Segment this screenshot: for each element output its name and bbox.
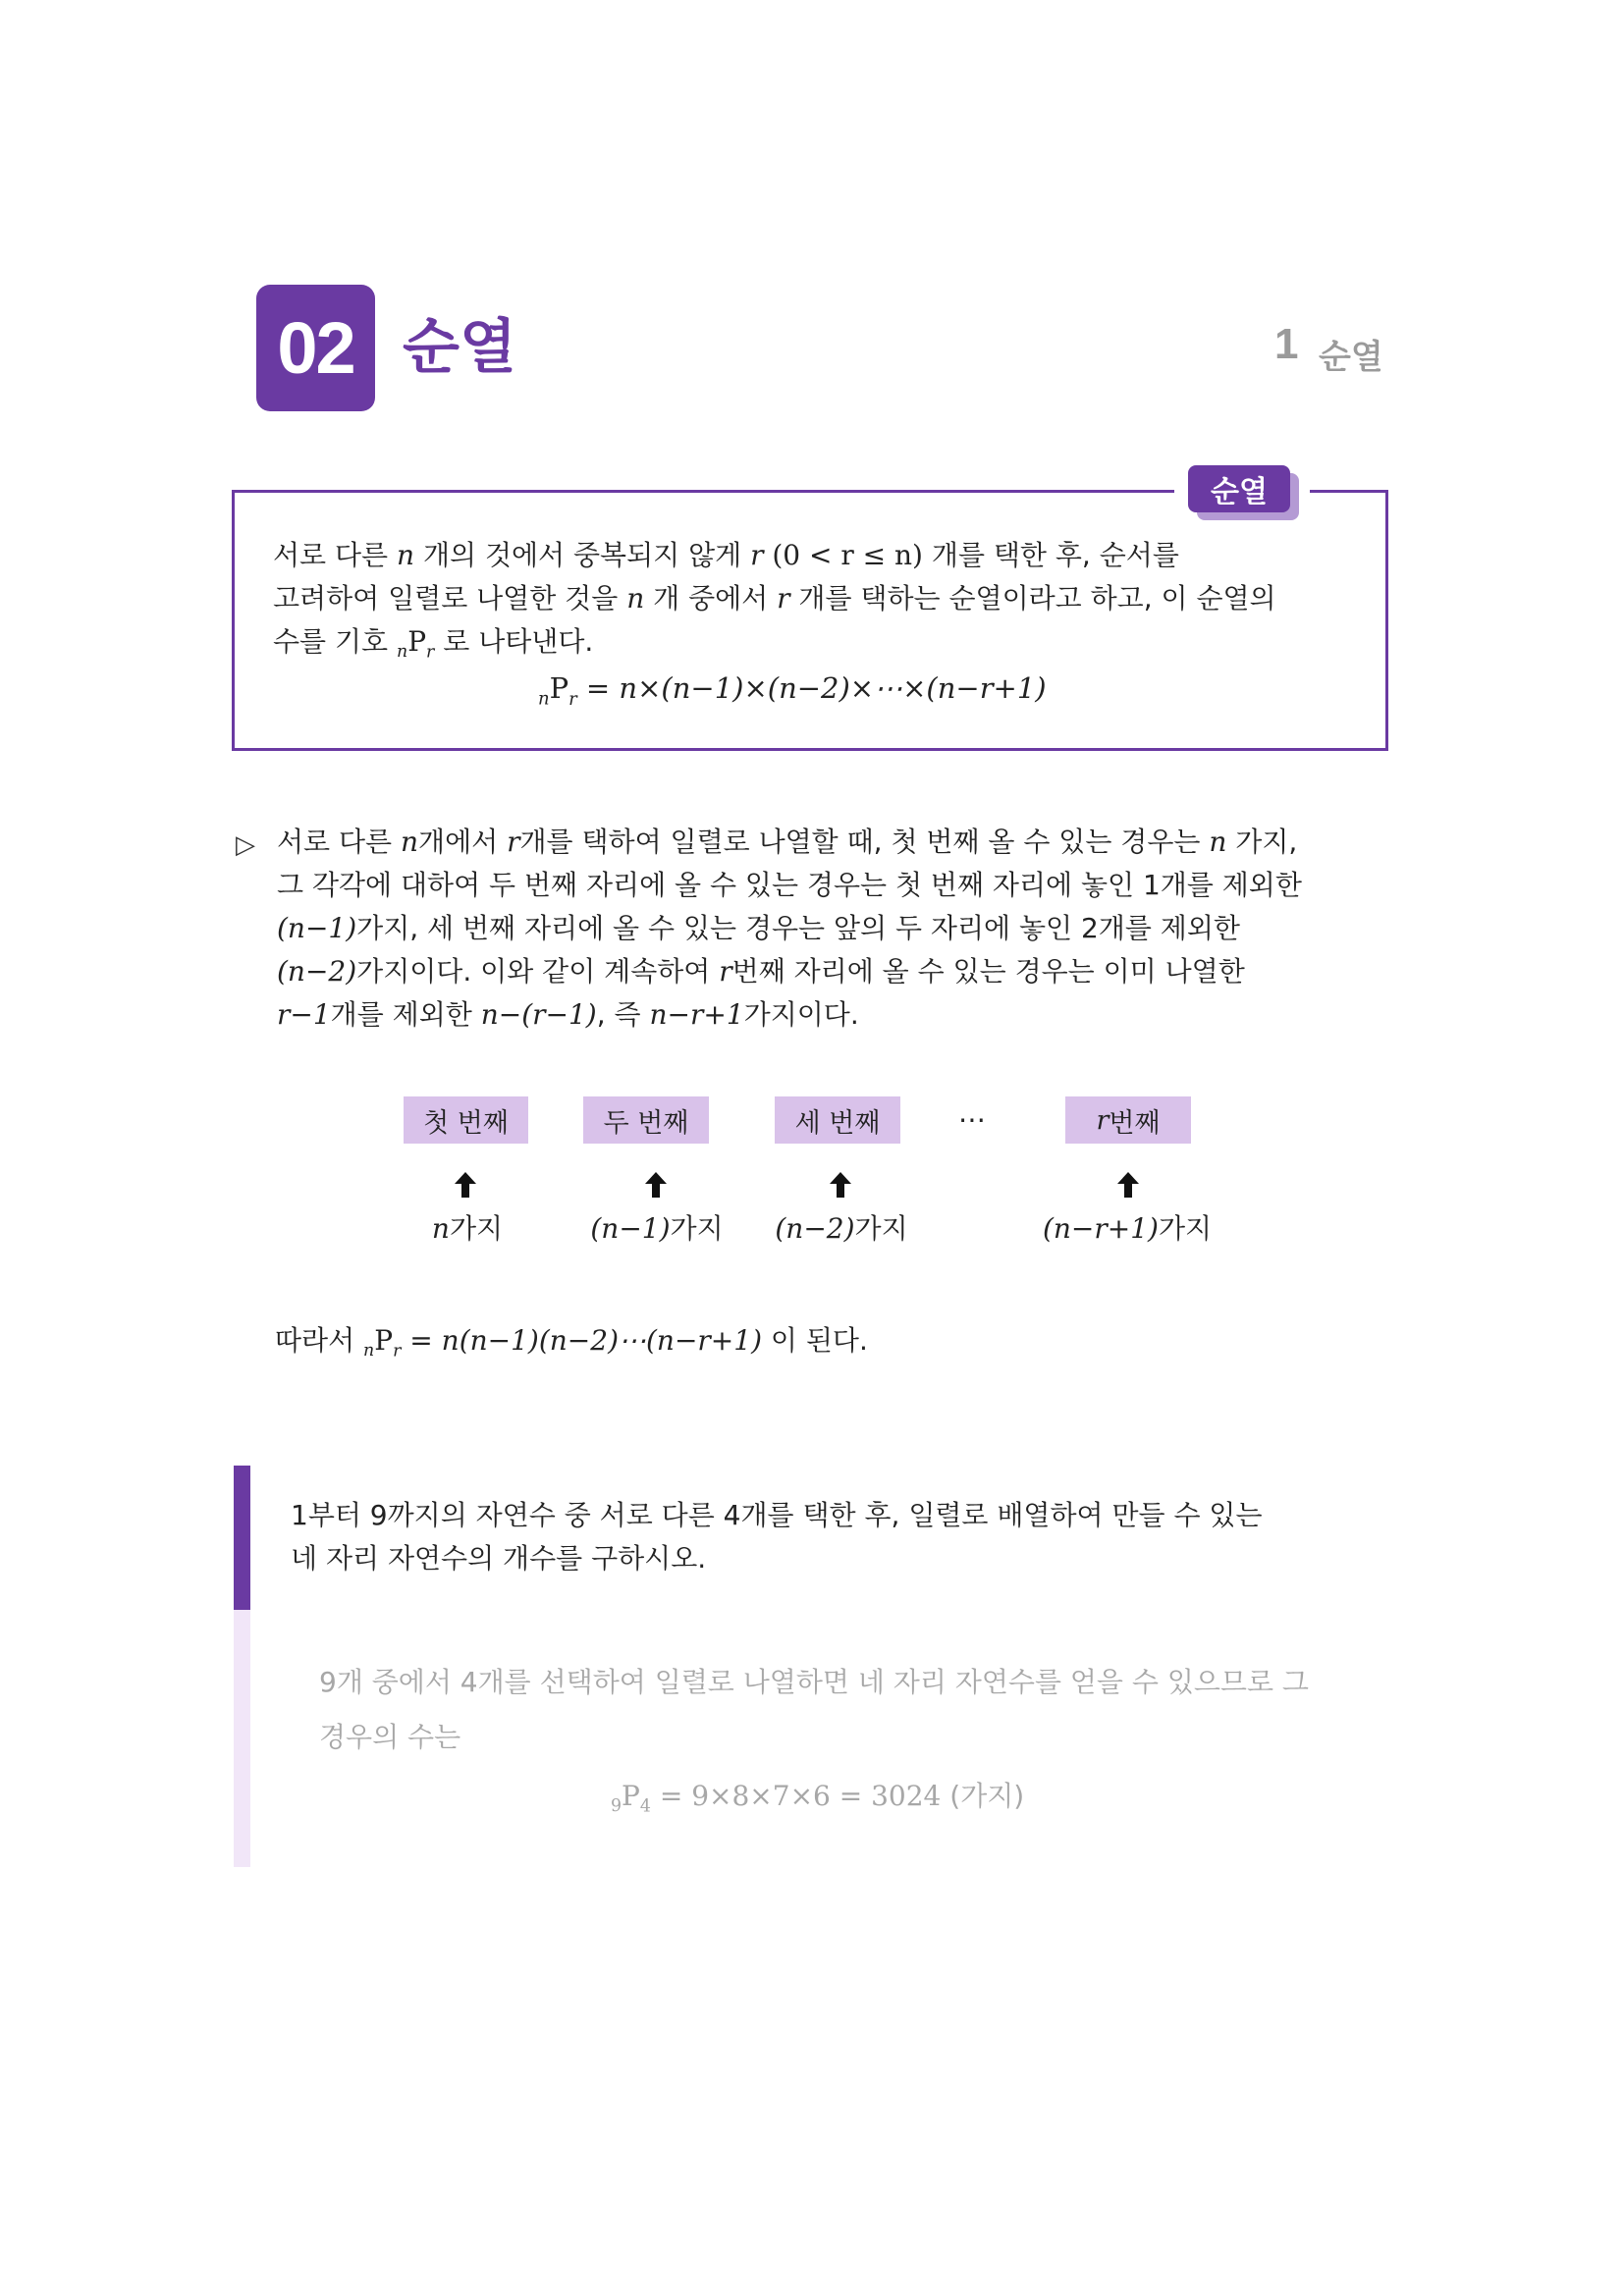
- example-problem-line-2: 네 자리 자연수의 개수를 구하시오.: [291, 1542, 707, 1575]
- chapter-number-badge: 02: [256, 285, 375, 411]
- solution-formula: $_9P_4 = 9\times 8\times 7\times 6 = 3024$ (가지): [611, 1780, 1025, 1817]
- position-ellipsis: ⋯: [958, 1103, 986, 1136]
- explanation-line-4: (n−2)가지이다. 이와 같이 계속하여 r번째 자리에 올 수 있는 경우는 이미 나열한: [277, 955, 1245, 988]
- count-label-third: (n−2)가지: [775, 1212, 908, 1245]
- solution-bar: [234, 1610, 250, 1867]
- definition-line-1: 서로 다른 n 개의 것에서 중복되지 않게 r (0 < r ≤ n) 개를 택한 후, 순서를: [273, 539, 1179, 571]
- position-box-third: 세 번째: [775, 1096, 900, 1144]
- explanation-line-5: r−1개를 제외한 n−(r−1), 즉 n−r+1가지이다.: [277, 998, 859, 1031]
- count-label-rth: (n−r+1)가지: [1042, 1212, 1213, 1245]
- definition-tag: 순열: [1188, 465, 1290, 512]
- definition-condition: (0 < r ≤ n): [772, 539, 923, 571]
- solution-line-2: 경우의 수는: [319, 1721, 461, 1753]
- up-arrow-icon: [1115, 1170, 1141, 1200]
- count-label-second: (n−1)가지: [590, 1212, 724, 1245]
- chapter-title: 순열: [403, 313, 516, 382]
- conclusion-formula: 따라서 $_nP_r$ = n(n−1)(n−2)⋯(n−r+1) 이 된다.: [275, 1324, 868, 1362]
- explanation-line-3: (n−1)가지, 세 번째 자리에 올 수 있는 경우는 앞의 두 자리에 놓인 2개를 제외한: [277, 912, 1240, 944]
- example-bar: [234, 1466, 250, 1610]
- section-number: 1: [1274, 320, 1299, 368]
- definition-line-2: 고려하여 일렬로 나열한 것을 n 개 중에서 r 개를 택하는 순열이라고 하고, 이 순열의: [273, 582, 1276, 614]
- definition-line-3: 수를 기호 $_nP_r$ 로 나타낸다.: [273, 625, 594, 663]
- up-arrow-icon: [828, 1170, 853, 1200]
- count-label-first: n가지: [431, 1212, 504, 1245]
- up-arrow-icon: [453, 1170, 478, 1200]
- position-box-first: 첫 번째: [404, 1096, 528, 1144]
- up-arrow-icon: [643, 1170, 669, 1200]
- triangle-bullet-icon: ▷: [236, 830, 255, 860]
- position-box-rth: r 번째: [1065, 1096, 1191, 1144]
- explanation-line-2: 그 각각에 대하여 두 번째 자리에 올 수 있는 경우는 첫 번째 자리에 놓인 1개를 제외한: [277, 869, 1302, 901]
- explanation-line-1: 서로 다른 n개에서 r개를 택하여 일렬로 나열할 때, 첫 번째 올 수 있는 경우는 n 가지,: [277, 826, 1298, 858]
- definition-formula: $_nP_r$ = n×(n−1)×(n−2)×⋯×(n−r+1): [538, 671, 1047, 710]
- example-problem-line-1: 1부터 9까지의 자연수 중 서로 다른 4개를 택한 후, 일렬로 배열하여 만들 수 있는: [291, 1499, 1263, 1531]
- section-title: 순열: [1319, 338, 1383, 377]
- solution-line-1: 9개 중에서 4개를 선택하여 일렬로 나열하면 네 자리 자연수를 얻을 수 있으므로 그: [319, 1666, 1309, 1698]
- position-box-second: 두 번째: [583, 1096, 709, 1144]
